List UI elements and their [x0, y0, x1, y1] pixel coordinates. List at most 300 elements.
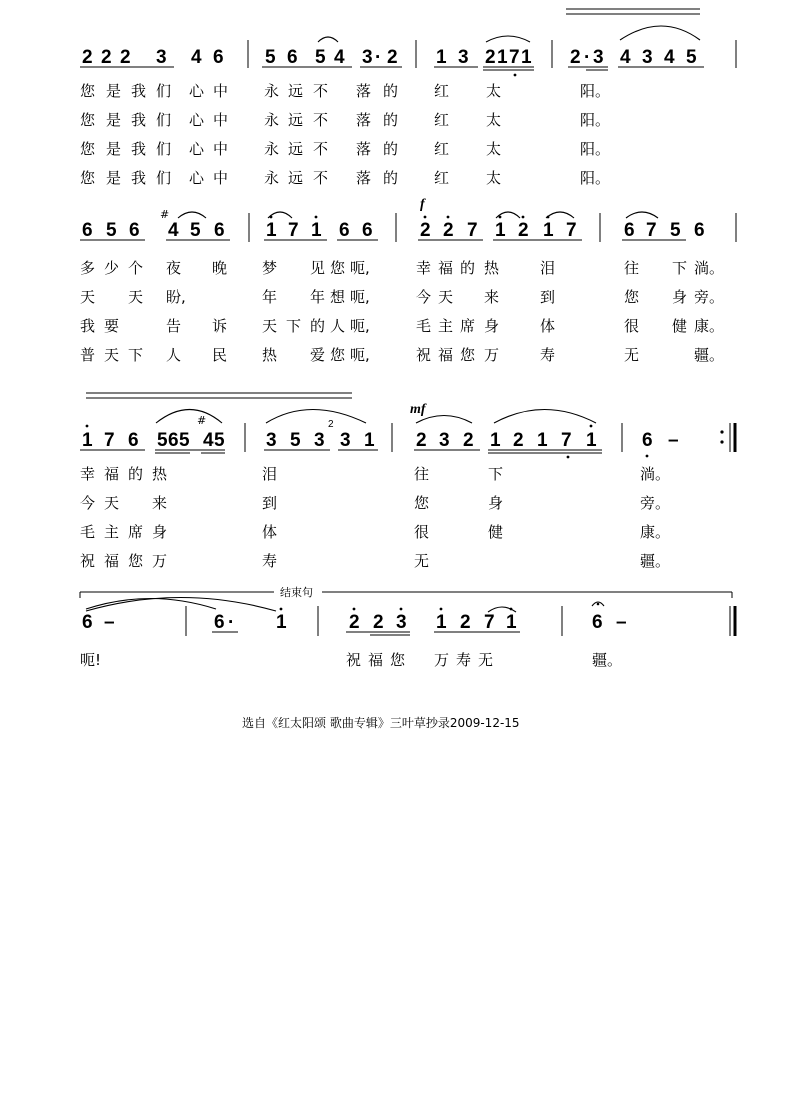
note: 2 — [570, 47, 581, 68]
lyric: 淌。 — [694, 259, 725, 277]
lyric: 的 — [383, 82, 399, 100]
note: 4 — [191, 47, 202, 68]
octave-dot — [440, 608, 443, 611]
note: 5 — [214, 430, 225, 451]
lyric: 到 — [262, 494, 278, 512]
note: 1 — [497, 47, 508, 68]
note: 7 — [566, 220, 577, 241]
lyric: 天 — [262, 317, 278, 335]
note: 3 — [266, 430, 277, 451]
lyric: 寿 — [456, 651, 472, 669]
source-credit: 选自《红太阳颂 歌曲专辑》三叶草抄录2009-12-15 — [242, 716, 520, 730]
lyric-line — [80, 169, 610, 187]
lyric: 告 — [166, 317, 182, 335]
lyric: 健 — [672, 317, 688, 335]
lyric: 您 — [330, 259, 346, 277]
slur — [178, 212, 206, 218]
lyric-line — [80, 552, 670, 570]
note: – — [616, 612, 627, 633]
lyric: 心 — [189, 82, 205, 100]
octave-dot — [510, 608, 513, 611]
note: 7 — [484, 612, 495, 633]
note: 7 — [646, 220, 657, 241]
lyric: 体 — [262, 523, 278, 541]
octave-dot — [514, 74, 517, 77]
lyric: 们 — [156, 111, 172, 129]
lyric: 康。 — [640, 523, 671, 541]
lyric-line — [80, 140, 610, 158]
note: 5 — [179, 430, 190, 451]
lyric: 年 — [310, 288, 326, 306]
note: 2 — [416, 430, 427, 451]
octave-dot — [280, 608, 283, 611]
slur — [318, 37, 338, 42]
slur — [266, 410, 366, 424]
lyric: 福 — [438, 346, 454, 364]
lyric: 远 — [288, 169, 304, 187]
note: 2 — [460, 612, 471, 633]
note: 4 — [334, 47, 345, 68]
lyric: 席 — [128, 523, 144, 541]
lyric: 福 — [104, 552, 120, 570]
note: 7 — [509, 47, 520, 68]
slur — [620, 26, 700, 40]
octave-dot — [353, 608, 356, 611]
note: 6 — [168, 430, 179, 451]
lyric: 普 — [80, 346, 96, 364]
lyric: 主 — [438, 317, 454, 335]
note: 1 — [276, 612, 287, 633]
slur — [546, 212, 574, 218]
note: 6 — [624, 220, 635, 241]
note: 1 — [543, 220, 554, 241]
note: · — [228, 612, 235, 633]
note: 5 — [290, 430, 301, 451]
repeat-dot — [720, 430, 723, 433]
lyric: 心 — [189, 169, 205, 187]
lyric: 您 — [390, 651, 406, 669]
lyric: 泪 — [262, 465, 278, 483]
note: 2 — [443, 220, 454, 241]
lyric: 很 — [414, 523, 430, 541]
lyric: 旁。 — [694, 288, 725, 306]
note: 4 — [664, 47, 675, 68]
lyric: 永 — [264, 140, 280, 158]
lyric: 福 — [368, 651, 384, 669]
note: 6 — [592, 612, 603, 633]
lyric: 永 — [264, 169, 280, 187]
lyric: 下 — [672, 259, 688, 277]
note: 5 — [265, 47, 276, 68]
note: 3 — [396, 612, 407, 633]
note: 6 — [339, 220, 350, 241]
lyric: 爱 — [310, 346, 326, 364]
lyric: 祝 — [80, 552, 96, 570]
lyric: 您 — [330, 346, 346, 364]
lyric: 呃, — [350, 288, 370, 306]
lyric: 来 — [152, 494, 168, 512]
lyric: 您 — [624, 288, 640, 306]
lyric: 万 — [434, 651, 450, 669]
lyric: 中 — [213, 111, 229, 129]
fermata-dot — [597, 603, 600, 606]
lyric: 是 — [106, 169, 122, 187]
octave-dot — [522, 216, 525, 219]
lyric: 人 — [330, 317, 346, 335]
note: 7 — [467, 220, 478, 241]
sharp-sign: # — [197, 414, 207, 427]
lyric: 热 — [484, 259, 500, 277]
lyric: 无 — [478, 651, 494, 669]
note: 2 — [463, 430, 474, 451]
lyric: 身 — [672, 288, 688, 306]
lyrics-system-3 — [80, 465, 670, 570]
lyric: 梦 — [262, 259, 278, 277]
lyric: 远 — [288, 111, 304, 129]
lyric: 今 — [416, 288, 432, 306]
lyric: 幸 — [80, 465, 96, 483]
lyric: 我 — [131, 140, 147, 158]
lyric: 夜 — [166, 259, 182, 277]
lyric: 见 — [310, 259, 326, 277]
lyric: 太 — [486, 140, 502, 158]
note: 5 — [190, 220, 201, 241]
note: 1 — [311, 220, 322, 241]
lyric: 无 — [624, 346, 640, 364]
system-2 — [80, 197, 736, 364]
octave-dot — [590, 425, 593, 428]
note: 3 — [593, 47, 604, 68]
note: 4 — [620, 47, 631, 68]
octave-dot — [499, 216, 502, 219]
lyric: 太 — [486, 111, 502, 129]
lyric-line — [80, 317, 724, 335]
grace-note: 2 — [328, 419, 334, 430]
note: 6 — [362, 220, 373, 241]
lyric: 往 — [414, 465, 430, 483]
lyric: 们 — [156, 140, 172, 158]
lyric: 不 — [313, 111, 329, 129]
note: – — [104, 612, 115, 633]
note: 6 — [214, 612, 225, 633]
note: 3 — [458, 47, 469, 68]
lyric: 下 — [488, 465, 504, 483]
lyric: 来 — [484, 288, 500, 306]
lyric: 永 — [264, 111, 280, 129]
lyric: 是 — [106, 140, 122, 158]
lyric-line — [80, 494, 670, 512]
lyric: 中 — [213, 140, 229, 158]
lyric: 很 — [624, 317, 640, 335]
lyric: 的 — [383, 111, 399, 129]
sharp-sign: # — [160, 208, 170, 221]
note: 7 — [104, 430, 115, 451]
lyric: 的 — [383, 169, 399, 187]
lyric: 民 — [212, 346, 228, 364]
note: 2 — [485, 47, 496, 68]
lyric-line — [80, 111, 610, 129]
lyric: 疆。 — [694, 346, 725, 364]
lyric: 福 — [104, 465, 120, 483]
lyric: 体 — [540, 317, 556, 335]
note: 6 — [287, 47, 298, 68]
octave-dot — [547, 216, 550, 219]
repeat-dot — [720, 440, 723, 443]
lyric: 幸 — [416, 259, 432, 277]
lyric: 红 — [434, 140, 450, 158]
lyric: 们 — [156, 82, 172, 100]
lyric: 祝 — [346, 651, 362, 669]
note: 1 — [521, 47, 532, 68]
system-1 — [80, 9, 736, 187]
note: 4 — [168, 220, 179, 241]
dynamic-marking: f — [420, 197, 425, 212]
slur — [626, 212, 658, 218]
lyric: 落 — [356, 169, 372, 187]
system-3 — [80, 393, 735, 570]
note: 6 — [128, 430, 139, 451]
note: 3 — [362, 47, 373, 68]
octave-dot — [646, 455, 649, 458]
coda-label: 结束句 — [280, 586, 313, 599]
lyric: 晚 — [212, 259, 228, 277]
lyric: 的 — [383, 140, 399, 158]
note: 1 — [266, 220, 277, 241]
lyric: 心 — [189, 140, 205, 158]
lyric: 万 — [484, 346, 500, 364]
lyric: 往 — [624, 259, 640, 277]
lyric: 红 — [434, 169, 450, 187]
lyric: 您 — [128, 552, 144, 570]
note: 1 — [537, 430, 548, 451]
note: 3 — [156, 47, 167, 68]
slur — [86, 599, 216, 610]
note: 6 — [694, 220, 705, 241]
lyric: 祝 — [416, 346, 432, 364]
lyric: 落 — [356, 111, 372, 129]
note: 1 — [506, 612, 517, 633]
lyric-line — [80, 523, 670, 541]
note: 1 — [364, 430, 375, 451]
system-4-coda — [80, 585, 735, 669]
lyric: 淌。 — [640, 465, 671, 483]
note: 4 — [203, 430, 214, 451]
lyric: 的 — [460, 259, 476, 277]
lyric: 寿 — [262, 552, 278, 570]
lyric: 无 — [414, 552, 430, 570]
note: 6 — [82, 220, 93, 241]
note: 7 — [561, 430, 572, 451]
lyric: 少 — [104, 259, 120, 277]
lyric: 个 — [128, 259, 144, 277]
lyric: 疆。 — [592, 651, 623, 669]
lyric: 旁。 — [640, 494, 671, 512]
slur — [494, 410, 596, 424]
lyric: 天 — [438, 288, 454, 306]
lyric: 福 — [438, 259, 454, 277]
lyrics-system-2 — [80, 259, 724, 364]
lyric: 您 — [80, 82, 96, 100]
lyric-line — [80, 651, 622, 669]
note: 2 — [387, 47, 398, 68]
note: · — [375, 47, 382, 68]
note: 1 — [586, 430, 597, 451]
lyric: 想 — [330, 288, 346, 306]
note: 5 — [106, 220, 117, 241]
lyric: 是 — [106, 111, 122, 129]
lyric: 康。 — [694, 317, 725, 335]
lyric: 我 — [131, 169, 147, 187]
lyric: 中 — [213, 82, 229, 100]
octave-dot — [86, 425, 89, 428]
slur — [486, 36, 530, 42]
note: 6 — [214, 220, 225, 241]
note: 2 — [513, 430, 524, 451]
octave-dot — [400, 608, 403, 611]
lyric-line — [80, 288, 724, 306]
note: 1 — [495, 220, 506, 241]
lyric: 热 — [152, 465, 168, 483]
lyric: 毛 — [416, 317, 432, 335]
note: 2 — [101, 47, 112, 68]
lyric: 不 — [313, 169, 329, 187]
lyric: 诉 — [212, 317, 228, 335]
lyric: 寿 — [540, 346, 556, 364]
lyric: 健 — [488, 523, 504, 541]
note: 1 — [82, 430, 93, 451]
lyric: 红 — [434, 82, 450, 100]
lyric: 呃! — [80, 651, 102, 669]
lyric: 泪 — [540, 259, 556, 277]
lyric: 我 — [80, 317, 96, 335]
lyric: 心 — [189, 111, 205, 129]
lyric: 您 — [80, 140, 96, 158]
lyric: 的 — [128, 465, 144, 483]
lyric-line — [80, 346, 724, 364]
lyric: 万 — [152, 552, 168, 570]
lyric: 到 — [540, 288, 556, 306]
note: – — [668, 430, 679, 451]
note: 5 — [686, 47, 697, 68]
lyric: 疆。 — [640, 552, 671, 570]
lyric: 身 — [484, 317, 500, 335]
note: 2 — [120, 47, 131, 68]
lyric: 阳。 — [580, 169, 611, 187]
note: 2 — [349, 612, 360, 633]
note: 3 — [439, 430, 450, 451]
note: 5 — [670, 220, 681, 241]
lyric: 要 — [104, 317, 120, 335]
lyric: 身 — [488, 494, 504, 512]
note: 3 — [314, 430, 325, 451]
note: 5 — [315, 47, 326, 68]
lyric: 落 — [356, 82, 372, 100]
lyrics-system-1 — [80, 82, 610, 187]
lyric: 天 — [104, 346, 120, 364]
octave-dot — [270, 216, 273, 219]
lyric: 是 — [106, 82, 122, 100]
note: 2 — [373, 612, 384, 633]
lyric: 下 — [286, 317, 302, 335]
note: 2 — [82, 47, 93, 68]
lyric: 您 — [80, 169, 96, 187]
lyric: 太 — [486, 169, 502, 187]
lyric: 盼, — [166, 288, 186, 306]
lyric: 天 — [128, 288, 144, 306]
octave-dot — [315, 216, 318, 219]
slur — [156, 410, 222, 424]
note: 6 — [129, 220, 140, 241]
lyric: 们 — [156, 169, 172, 187]
lyrics-system-4 — [80, 651, 622, 669]
lyric: 的 — [310, 317, 326, 335]
lyric-line — [80, 465, 670, 483]
lyric: 我 — [131, 111, 147, 129]
octave-dot — [447, 216, 450, 219]
lyric: 您 — [80, 111, 96, 129]
lyric: 阳。 — [580, 140, 611, 158]
lyric-line — [80, 259, 724, 277]
lyric: 呃, — [350, 317, 370, 335]
lyric: 阳。 — [580, 82, 611, 100]
note: 6 — [213, 47, 224, 68]
dynamic-marking: mf — [410, 402, 426, 417]
note: 1 — [436, 612, 447, 633]
lyric: 主 — [104, 523, 120, 541]
lyric: 身 — [152, 523, 168, 541]
note: 3 — [340, 430, 351, 451]
lyric: 红 — [434, 111, 450, 129]
lyric: 您 — [414, 494, 430, 512]
lyric: 远 — [288, 140, 304, 158]
lyric: 我 — [131, 82, 147, 100]
slur — [86, 598, 276, 612]
octave-dot — [424, 216, 427, 219]
lyric: 天 — [80, 288, 96, 306]
note: 6 — [82, 612, 93, 633]
note: 1 — [490, 430, 501, 451]
lyric: 年 — [262, 288, 278, 306]
lyric: 人 — [166, 346, 182, 364]
lyric: 不 — [313, 82, 329, 100]
note: 2 — [518, 220, 529, 241]
note: 6 — [642, 430, 653, 451]
lyric: 中 — [213, 169, 229, 187]
lyric: 呃, — [350, 346, 370, 364]
lyric: 多 — [80, 259, 96, 277]
note: 1 — [436, 47, 447, 68]
lyric: 热 — [262, 346, 278, 364]
note: 2 — [420, 220, 431, 241]
lyric-line — [80, 82, 610, 100]
lyric: 永 — [264, 82, 280, 100]
octave-dot — [567, 456, 570, 459]
note: · — [584, 47, 591, 68]
lyric: 今 — [80, 494, 96, 512]
note: 7 — [288, 220, 299, 241]
lyric: 呃, — [350, 259, 370, 277]
lyric: 您 — [460, 346, 476, 364]
lyric: 远 — [288, 82, 304, 100]
note: 3 — [642, 47, 653, 68]
note: 5 — [157, 430, 168, 451]
lyric: 天 — [104, 494, 120, 512]
lyric: 落 — [356, 140, 372, 158]
lyric: 席 — [460, 317, 476, 335]
lyric: 太 — [486, 82, 502, 100]
lyric: 毛 — [80, 523, 96, 541]
lyric: 下 — [128, 346, 144, 364]
